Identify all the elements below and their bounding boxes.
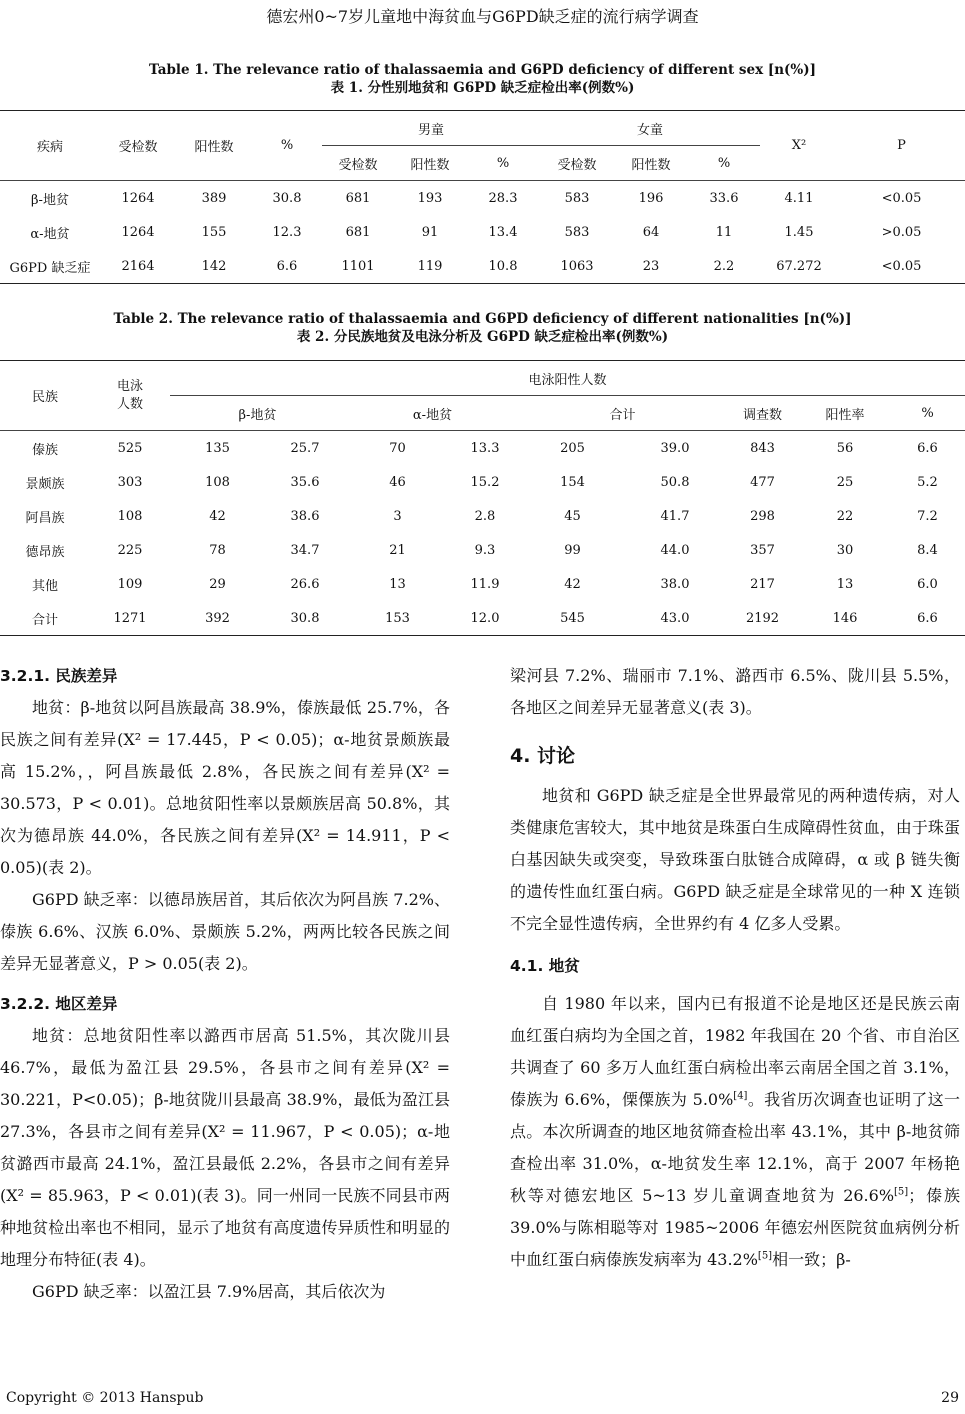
table-cell: 70 xyxy=(389,440,406,456)
citation[interactable]: [5] xyxy=(757,1250,773,1262)
table-cell: 41.7 xyxy=(660,508,690,524)
table2 xyxy=(0,360,965,636)
table-cell: 1264 xyxy=(121,190,155,206)
table-cell: 109 xyxy=(117,576,143,592)
table-cell: 38.6 xyxy=(290,508,320,524)
table-cell: 12.0 xyxy=(470,610,500,626)
table-cell: 26.6 xyxy=(290,576,320,592)
table2-caption-zh: 表 2. 分民族地贫及电泳分析及 G6PD 缺乏症检出率(例数%) xyxy=(296,329,669,345)
citation[interactable]: [5] xyxy=(894,1186,909,1198)
table-cell: 44.0 xyxy=(660,542,690,558)
table-cell: 154 xyxy=(560,474,585,490)
table-cell: 13.4 xyxy=(488,224,518,240)
table2-caption-en: Table 2. The relevance ratio of thalassaemia and G6PD deficiency of different nationalities [n(%)] xyxy=(113,311,852,327)
table-cell: 11 xyxy=(715,224,733,240)
table-cell: 13 xyxy=(389,576,406,592)
t1-h-male-positive: 阳性数 xyxy=(410,157,450,173)
copyright: Copyright © 2013 Hanspub xyxy=(6,1390,204,1406)
table-cell: 景颇族 xyxy=(25,476,65,492)
table-cell: 1101 xyxy=(341,258,375,274)
table-cell: 其他 xyxy=(31,578,58,594)
running-head: 德宏州0~7岁儿童地中海贫血与G6PD缺乏症的流行病学调查 xyxy=(266,7,699,26)
table-cell: 46 xyxy=(389,474,406,490)
left-column xyxy=(0,660,450,1308)
t1-h-disease: 疾病 xyxy=(36,140,63,155)
table-cell: 583 xyxy=(564,224,590,240)
table-cell: 6.6 xyxy=(917,440,938,456)
table-cell: G6PD 缺乏症 xyxy=(9,260,91,276)
table1-caption-en: Table 1. The relevance ratio of thalassaemia and G6PD deficiency of different sex [n(%)] xyxy=(148,62,817,78)
paragraph: 地贫：总地贫阳性率以潞西市居高 51.5%，其次陇川县 46.7%，最低为盈江县 29.5%，各县市之间有差异(X² = 30.221，P<0.05)；β-地贫陇川县最高 38.9%，最低为盈江县 27.3%，各县市之间有差异(X² = 11.967，P < 0.05)；α-地贫潞西市最高 24.1%，盈江县最低 2.2%，各县市之间有差异(X² = 85.963，P < 0.01)(表 3)。同一州同一民族不同县市两种地贫检出率也不相同，显示了地贫有高度遗传异质性和明显的地理分布特征(表 4)。 xyxy=(0,1026,450,1269)
paragraph: 地贫和 G6PD 缺乏症是全世界最常见的两种遗传病，对人类健康危害较大，其中地贫是珠蛋白生成障碍性贫血，由于珠蛋白基因缺失或突变，导致珠蛋白肽链合成障碍，α 或 β 链失衡的遗传性血红蛋白病。G6PD 缺乏症是全球常见的一种 X 连锁不完全显性遗传病，全世界约有 4 亿多人受累。 xyxy=(510,786,960,933)
table1-caption-zh: 表 1. 分性别地贫和 G6PD 缺乏症检出率(例数%) xyxy=(330,80,635,96)
table-cell: 2.8 xyxy=(474,508,496,524)
table-cell: 39.0 xyxy=(660,440,690,456)
section-3-2-1-heading: 3.2.1. 民族差异 xyxy=(0,667,118,685)
table-row xyxy=(0,181,965,216)
t2-h-rate: 阳性率 xyxy=(825,407,865,423)
table-cell: 91 xyxy=(421,224,439,240)
table-cell: 5.2 xyxy=(917,474,938,490)
table-cell: 8.4 xyxy=(917,542,938,558)
table-cell: 合计 xyxy=(31,612,58,628)
t1-h-male-tested: 受检数 xyxy=(338,157,378,173)
table-cell: 33.6 xyxy=(709,190,739,206)
t2-h-alpha: α-地贫 xyxy=(412,407,453,423)
table-cell: 217 xyxy=(750,576,775,592)
table-cell: 153 xyxy=(385,610,410,626)
t2-h-ep-pos: 电泳阳性人数 xyxy=(170,361,965,396)
table-cell: 1264 xyxy=(121,224,155,240)
table-cell: 2192 xyxy=(745,610,780,626)
t2-h-survey: 调查数 xyxy=(742,407,782,423)
table-cell: 525 xyxy=(117,440,143,456)
paragraph: G6PD 缺乏率：以德昂族居首，其后依次为阿昌族 7.2%、傣族 6.6%、汉族 6.0%、景颇族 5.2%，两两比较各民族之间差异无显著意义，P > 0.05(表 2)。 xyxy=(0,890,450,973)
table1-body xyxy=(0,181,965,284)
paragraph: 地贫：β-地贫以阿昌族最高 38.9%，傣族最低 25.7%，各民族之间有差异(X² = 17.445，P < 0.05)；α-地贫景颇族最高 15.2%，，阿昌族最低 2.8%，各民族之间有差异(X² = 30.573，P < 0.01)。总地贫阳性率以景颇族居高 50.8%，其次为德昂族 44.0%，各民族之间有差异(X² = 14.911，P < 0.05)(表 2)。 xyxy=(0,698,450,877)
table-cell: 21 xyxy=(389,542,406,558)
table-cell: >0.05 xyxy=(881,224,922,240)
table-cell: 42 xyxy=(564,576,581,592)
table-cell: 13.3 xyxy=(470,440,500,456)
page-number: 29 xyxy=(941,1390,959,1406)
table-cell: 6.0 xyxy=(917,576,938,592)
table-cell: 50.8 xyxy=(660,474,690,490)
t2-h-ethnic: 民族 xyxy=(31,390,58,405)
t1-h-female-positive: 阳性数 xyxy=(631,157,671,173)
table-cell: 38.0 xyxy=(660,576,690,592)
table-cell: 6.6 xyxy=(276,258,298,274)
t1-h-female-pct: % xyxy=(717,155,731,171)
t1-h-female-tested: 受检数 xyxy=(557,157,597,173)
table-cell: 德昂族 xyxy=(25,544,65,560)
table-row xyxy=(0,249,965,284)
table-cell: 56 xyxy=(836,440,854,456)
table-cell: 23 xyxy=(642,258,660,274)
table-cell: <0.05 xyxy=(881,190,922,206)
table-cell: 99 xyxy=(564,542,581,558)
paragraph: G6PD 缺乏率：以盈江县 7.9%居高，其后依次为 xyxy=(32,1282,386,1301)
t2-h-beta: β-地贫 xyxy=(238,407,277,423)
table-cell: 303 xyxy=(117,474,143,490)
table-row xyxy=(0,215,965,249)
table-cell: 477 xyxy=(750,474,775,490)
t2-h-pct: % xyxy=(921,405,934,421)
table-cell: 22 xyxy=(836,508,854,524)
table-cell: 681 xyxy=(345,190,371,206)
table-row xyxy=(0,431,965,466)
right-column xyxy=(510,660,960,1276)
table-cell: 357 xyxy=(750,542,775,558)
table-cell: 1.45 xyxy=(784,224,814,240)
table-cell: 298 xyxy=(750,508,775,524)
table-cell: 29 xyxy=(209,576,226,592)
table-cell: 1271 xyxy=(113,610,147,626)
table-cell: α-地贫 xyxy=(30,226,70,242)
paragraph: 梁河县 7.2%、瑞丽市 7.1%、潞西市 6.5%、陇川县 5.5%，各地区之间差异无显著意义(表 3)。 xyxy=(510,666,960,717)
table-cell: 34.7 xyxy=(290,542,320,558)
table-cell: 25.7 xyxy=(290,440,320,456)
section-4-heading: 4. 讨论 xyxy=(510,745,576,767)
table-cell: 30 xyxy=(836,542,854,558)
t1-h-female: 女童 xyxy=(540,111,760,146)
table-cell: β-地贫 xyxy=(31,192,69,208)
table-cell: 10.8 xyxy=(488,258,518,274)
section-3-2-2-heading: 3.2.2. 地区差异 xyxy=(0,995,118,1013)
table-cell: 42 xyxy=(209,508,226,524)
table-cell: 2164 xyxy=(121,258,155,274)
table-cell: 12.3 xyxy=(272,224,302,240)
table-cell: 843 xyxy=(750,440,775,456)
section-4-1-heading: 4.1. 地贫 xyxy=(510,957,580,975)
table-cell: 142 xyxy=(201,258,227,274)
t1-h-pct: % xyxy=(280,138,294,153)
citation[interactable]: [4] xyxy=(733,1090,748,1102)
table-cell: 67.272 xyxy=(776,258,822,274)
table-cell: <0.05 xyxy=(881,258,922,274)
t1-h-tested: 受检数 xyxy=(118,140,158,155)
table-cell: 11.9 xyxy=(470,576,500,592)
paragraph: 自 1980 年以来，国内已有报道不论是地区还是民族云南血红蛋白病均为全国之首，1982 年我国在 20 个省、市自治区共调查了 60 多万人血红蛋白病检出率云南居全国之首 3.1%，傣族为 6.6%，傈僳族为 5.0%[4]。我省历次调查也证明了这一点。本次所调查的地区地贫筛查检出率 43.1%，其中 β-地贫筛查检出率 31.0%，α-地贫发生率 12.1%，高于 2007 年杨艳秋等对德宏地区 5~13 岁儿童调查地贫为 26.6%[5]；傣族 39.0%与陈相聪等对 1985~2006 年德宏州医院贫血病例分析中血红蛋白病傣族发病率为 43.2%[5]相一致；β- xyxy=(510,994,960,1269)
table-cell: 205 xyxy=(560,440,585,456)
table-cell: 30.8 xyxy=(272,190,302,206)
table-row xyxy=(0,499,965,533)
t2-h-total: 合计 xyxy=(609,407,636,423)
table-cell: 35.6 xyxy=(290,474,320,490)
table-cell: 196 xyxy=(638,190,664,206)
table-cell: 78 xyxy=(209,542,226,558)
table-cell: 43.0 xyxy=(660,610,690,626)
table-cell: 389 xyxy=(201,190,227,206)
table-cell: 45 xyxy=(564,508,581,524)
table-cell: 30.8 xyxy=(290,610,320,626)
t2-h-ep: 电泳人数 xyxy=(116,378,143,412)
table-cell: 2.2 xyxy=(713,258,735,274)
table-cell: 15.2 xyxy=(470,474,500,490)
table-cell: 阿昌族 xyxy=(25,510,65,526)
table-cell: 135 xyxy=(205,440,230,456)
table-row xyxy=(0,567,965,601)
table-row xyxy=(0,465,965,499)
table-row xyxy=(0,601,965,636)
table-cell: 傣族 xyxy=(31,442,58,458)
table-cell: 155 xyxy=(201,224,227,240)
t1-h-male-pct: % xyxy=(496,155,510,171)
table-cell: 1063 xyxy=(560,258,594,274)
table-cell: 64 xyxy=(642,224,660,240)
table-cell: 193 xyxy=(417,190,443,206)
table-cell: 545 xyxy=(560,610,585,626)
table-cell: 392 xyxy=(205,610,230,626)
table-cell: 9.3 xyxy=(474,542,496,558)
table-cell: 4.11 xyxy=(784,190,814,206)
table-cell: 225 xyxy=(117,542,143,558)
table1 xyxy=(0,110,965,284)
t1-h-x2: X² xyxy=(791,138,807,153)
table-cell: 119 xyxy=(417,258,443,274)
table2-body xyxy=(0,431,965,636)
table-cell: 13 xyxy=(836,576,854,592)
t1-h-positive: 阳性数 xyxy=(194,140,234,155)
table-cell: 6.6 xyxy=(917,610,938,626)
table-cell: 3 xyxy=(393,508,402,524)
table-cell: 146 xyxy=(832,610,858,626)
table-cell: 28.3 xyxy=(488,190,518,206)
table-cell: 583 xyxy=(564,190,590,206)
table-cell: 25 xyxy=(836,474,854,490)
table-row xyxy=(0,533,965,567)
table-cell: 108 xyxy=(205,474,230,490)
t1-h-male: 男童 xyxy=(322,111,540,146)
t1-h-p: P xyxy=(897,138,906,153)
table-cell: 108 xyxy=(117,508,143,524)
table-cell: 681 xyxy=(345,224,371,240)
table-cell: 7.2 xyxy=(917,508,938,524)
